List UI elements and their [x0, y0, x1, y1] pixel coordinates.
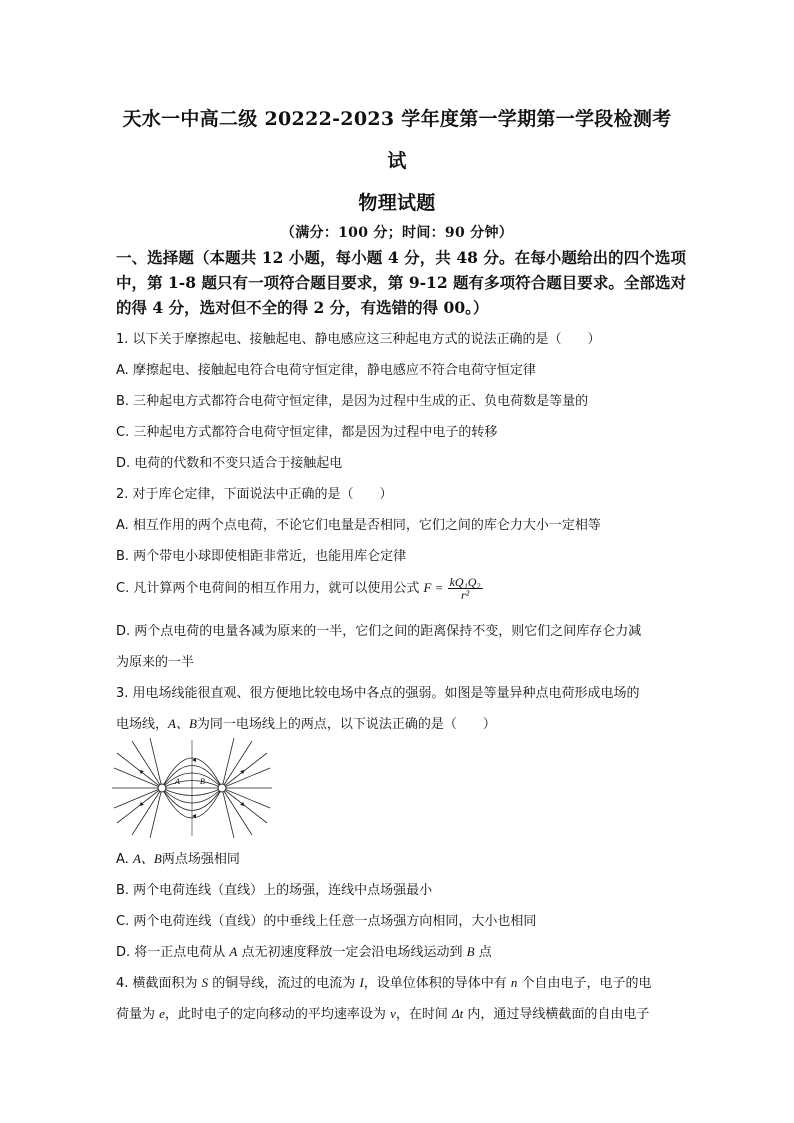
electric-field-lines-figure: [112, 738, 272, 838]
q2-option-b: B. 两个带电小球即使相距非常近，也能用库仑定律: [116, 549, 407, 564]
coulomb-formula-fraction: [448, 576, 483, 601]
q3-d-a: D. 将一正点电荷从: [116, 945, 230, 960]
q2-option-d-line2: 为原来的一半: [116, 655, 195, 670]
q3-d-point-b: B: [466, 944, 475, 959]
coulomb-formula-lhs: F =: [423, 580, 444, 595]
q4-l2-b: ，此时电子的定向移动的平均速率设为: [164, 1007, 391, 1022]
q4-l1-a: 4. 横截面积为: [116, 976, 202, 991]
q4-l2-a: 荷量为: [116, 1007, 160, 1022]
negative-charge: [218, 784, 226, 792]
q2-option-a: A. 相互作用的两个点电荷，不论它们电量是否相同，它们之间的库仑力大小一定相等: [116, 518, 601, 533]
q4-line1: [116, 972, 686, 991]
q3-option-c: C. 两个电荷连线（直线）的中垂线上任意一点场强方向相同，大小也相同: [116, 914, 537, 929]
figure-label-b: B: [200, 777, 205, 786]
q4-l1-c: ，设单位体积的导体中有: [363, 976, 511, 991]
q1-option-d: D. 电荷的代数和不变只适合于接触起电: [116, 456, 343, 471]
q4-var-s: S: [201, 975, 209, 990]
q3-stem-line2: [116, 713, 686, 732]
q2-stem: 2. 对于库仑定律，下面说法中正确的是（ ）: [116, 487, 393, 502]
q3-option-a-rest: 两点场强相同: [161, 852, 240, 867]
q2-option-c: [116, 576, 686, 601]
q3-option-d: [116, 941, 686, 960]
q3-option-a-ab: A、B: [132, 851, 162, 866]
section-instructions: 一、选择题（本题共 12 小题，每小题 4 分，共 48 分。在每小题给出的四个选项中，第 1-8 题只有一项符合题目要求，第 9-12 题有多项符合题目要求。全部选对的得 4 分，选对但不全的得 2 分，有选错的得 00。）: [116, 248, 686, 317]
coulomb-formula-denominator: r²: [460, 588, 470, 602]
q1-option-b: B. 三种起电方式都符合电荷守恒定律，是因为过程中生成的正、负电荷数是等量的: [116, 394, 589, 409]
q4-l1-d: 个自由电子，电子的电: [517, 976, 652, 991]
q3-stem2-ab: A、B: [168, 716, 197, 731]
q4-var-v: v: [390, 1006, 396, 1021]
q4-line2: [116, 1003, 686, 1022]
subject-title: 物理试题: [358, 192, 436, 214]
q4-l1-b: 的铜导线，流过的电流为: [208, 976, 360, 991]
positive-charge: [158, 784, 166, 792]
q4-var-dt: Δt: [451, 1006, 464, 1021]
coulomb-formula-numerator: kQ₁Q₂: [449, 575, 481, 589]
q4-l2-d: 内，通过导线横截面的自由电子: [463, 1007, 650, 1022]
q4-var-i: I: [359, 975, 364, 990]
q3-stem2-a: 电场线，: [116, 717, 169, 732]
q3-d-point-a: A: [229, 944, 238, 959]
q3-option-a-prefix: A.: [116, 852, 133, 867]
q4-var-n: n: [510, 975, 518, 990]
figure-label-a: A: [175, 777, 180, 786]
q3-stem2-b: 为同一电场线上的两点，以下说法正确的是（ ）: [196, 717, 496, 732]
q2-option-c-text: C. 凡计算两个电荷间的相互作用力，就可以使用公式: [116, 581, 420, 596]
q1-stem: 1. 以下关于摩擦起电、接触起电、静电感应这三种起电方式的说法正确的是（ ）: [116, 332, 601, 347]
q4-var-e: e: [159, 1006, 165, 1021]
q3-option-a: [116, 848, 686, 867]
exam-title-line1: 天水一中高二级 20222-2023 学年度第一学期第一学段检测考: [122, 108, 672, 130]
exam-title-line2: 试: [387, 150, 407, 172]
q3-stem-line1: 3. 用电场线能很直观、很方便地比较电场中各点的强弱。如图是等量异种点电荷形成电场的: [116, 686, 640, 701]
q4-l2-c: ，在时间: [395, 1007, 452, 1022]
score-time-info: （满分：100 分；时间：90 分钟）: [280, 225, 514, 241]
q2-option-d-line1: D. 两个点电荷的电量各减为原来的一半，它们之间的距离保持不变，则它们之间库存仑力减: [116, 624, 642, 639]
q3-d-c: 点: [474, 945, 492, 960]
q1-option-a: A. 摩擦起电、接触起电符合电荷守恒定律，静电感应不符合电荷守恒定律: [116, 363, 536, 378]
q1-option-c: C. 三种起电方式都符合电荷守恒定律，都是因为过程中电子的转移: [116, 425, 498, 440]
q3-option-b: B. 两个电荷连线（直线）上的场强，连线中点场强最小: [116, 883, 433, 898]
q3-d-b: 点无初速度释放一定会沿电场线运动到: [237, 945, 467, 960]
